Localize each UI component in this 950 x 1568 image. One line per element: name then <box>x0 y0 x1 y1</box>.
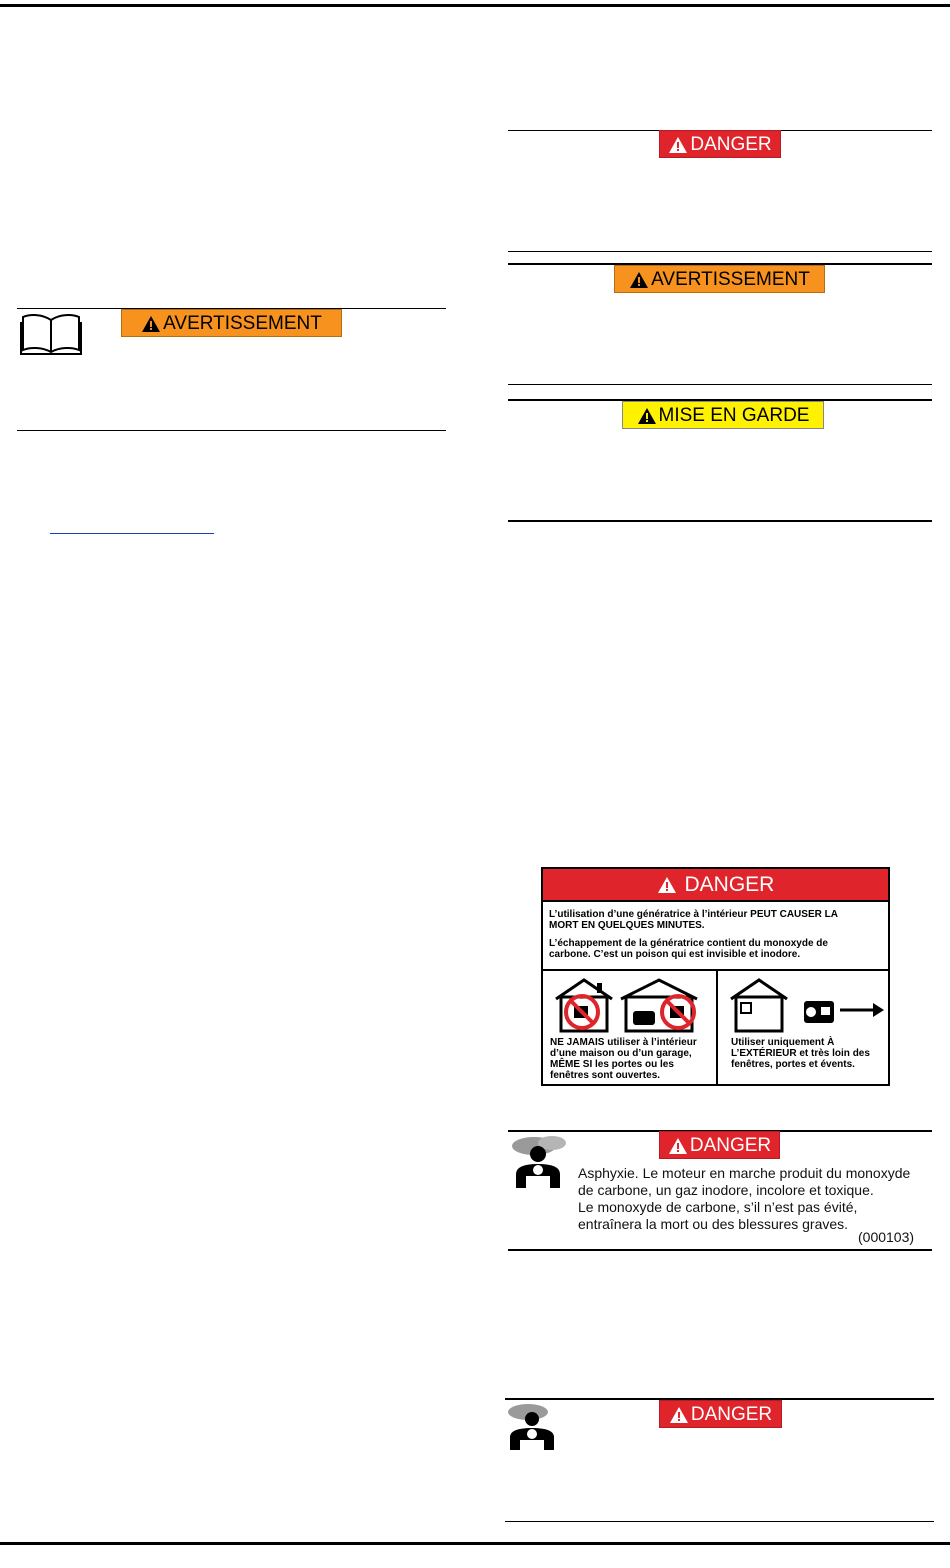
caution-block-bottom-rule <box>508 520 932 522</box>
sign-divider-v <box>716 969 718 1086</box>
warning-triangle-icon <box>141 315 161 333</box>
warning-triangle-icon <box>668 1137 688 1155</box>
asphyxia-line-1: Asphyxie. Le moteur en marche produit du monoxyde <box>578 1165 911 1181</box>
house-icon <box>728 977 790 1033</box>
prohibited-icon <box>659 993 697 1031</box>
prohibited-icon <box>563 993 601 1031</box>
bottom-page-rule <box>0 1542 950 1545</box>
danger-badge-1 <box>659 130 781 158</box>
left-warning-badge <box>121 309 342 337</box>
warning-triangle-icon <box>629 271 649 289</box>
toxic-fumes-icon <box>506 1402 564 1452</box>
sign-header <box>543 869 888 902</box>
asphyxia-line-4: entraînera la mort ou des blessures graves. <box>578 1216 849 1232</box>
co-danger-sign <box>541 867 890 1086</box>
danger-label-2: DANGER <box>690 1404 773 1425</box>
caution-badge <box>622 401 824 429</box>
danger-label-1: DANGER <box>690 134 772 155</box>
sign-title: DANGER <box>684 873 775 896</box>
manual-book-icon <box>20 312 82 356</box>
asphyxia-line-2: de carbone, un gaz inodore, incolore et toxique. <box>578 1182 874 1198</box>
sign-line-2: L’échappement de la génératrice contient du monoxyde de carbone. C’est un poison qui est invisible et inodore. <box>549 938 828 960</box>
sign-line-1: L’utilisation d’une génératrice à l’intérieur PEUT CAUSER LA MORT EN QUELQUES MINUTES. <box>549 909 838 931</box>
left-warning-label: AVERTISSEMENT <box>163 313 322 334</box>
asphyxia-block-bottom-rule <box>508 1249 932 1251</box>
asphyxia-code: (000103) <box>858 1229 915 1245</box>
warning-triangle-icon <box>668 136 688 154</box>
asphyxia-danger-label: DANGER <box>689 1135 772 1156</box>
warning-triangle-icon <box>669 1406 689 1424</box>
sign-right-caption: Utiliser uniquement À L’EXTÉRIEUR et très loin des fenêtres, portes et évents. <box>731 1037 870 1070</box>
left-warning-bottom-rule <box>17 430 446 431</box>
top-page-rule <box>0 4 950 7</box>
asphyxia-line-3: Le monoxyde de carbone, s’il n’est pas évité, <box>578 1199 858 1215</box>
toxic-fumes-icon <box>510 1134 568 1190</box>
arrow-right-icon <box>839 1002 885 1018</box>
danger-badge-2 <box>659 1400 782 1428</box>
danger-block-bottom-rule <box>508 251 932 252</box>
asphyxia-danger-badge <box>659 1131 780 1159</box>
warning-badge-right <box>614 265 825 293</box>
link-underline[interactable] <box>50 533 214 534</box>
generator-icon <box>801 995 839 1027</box>
warning-label-right: AVERTISSEMENT <box>651 269 810 290</box>
warning-triangle-icon <box>637 407 657 425</box>
warning-triangle-icon <box>657 876 677 894</box>
danger-block-2-bottom-rule <box>505 1521 934 1522</box>
warning-block-bottom-rule <box>508 384 932 385</box>
caution-label: MISE EN GARDE <box>658 405 810 426</box>
sign-left-caption: NE JAMAIS utiliser à l’intérieur d’une maison ou d’un garage, MÊME SI les portes ou les fenêtres sont ouvertes. <box>550 1037 697 1081</box>
